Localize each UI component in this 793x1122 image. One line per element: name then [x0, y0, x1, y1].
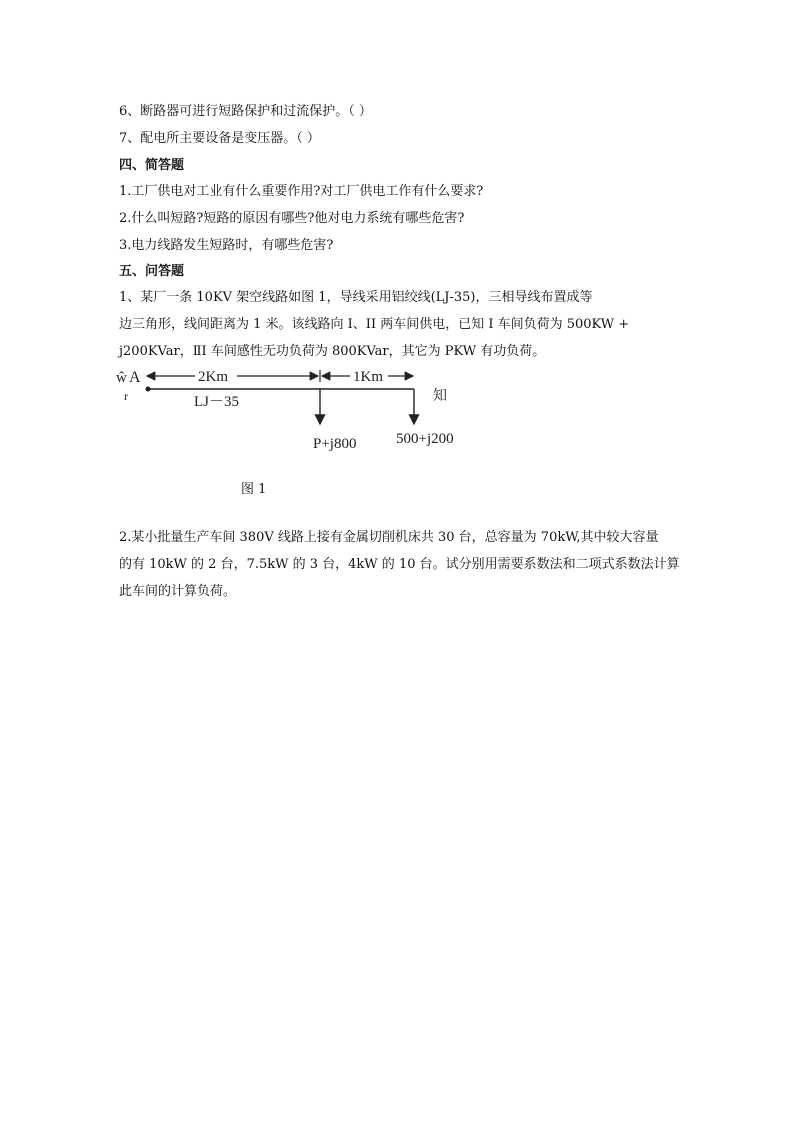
essay-q1-line-2: 边三角形，线间距离为 1 米。该线路向 I、II 两车间供电，已知 I 车间负荷为 500KW +	[119, 317, 630, 332]
judgement-item-6: 6、断路器可进行短路保护和过流保护。（ ）	[119, 104, 372, 119]
stray-glyph-right: 知	[433, 389, 447, 404]
stray-glyph-left: ŵ	[116, 370, 127, 386]
stray-glyph-left-2: r	[124, 389, 128, 403]
short-answer-q1: 1.工厂供电对工业有什么重要作用?对工厂供电工作有什么要求?	[119, 184, 484, 199]
section-4-heading: 四、简答题	[119, 158, 185, 173]
section-5-heading: 五、问答题	[119, 264, 185, 279]
segment-2km-label: 2Km	[198, 369, 228, 385]
essay-q2-line-1: 2.某小批量生产车间 380V 线路上接有金属切削机床共 30 台，总容量为 70kW,其中较大容量	[119, 530, 659, 545]
short-answer-q3: 3.电力线路发生短路时，有哪些危害?	[119, 238, 334, 253]
load-2-label: 500+j200	[396, 431, 454, 447]
conductor-label: LJ－35	[194, 394, 240, 410]
load-1-label: P+j800	[313, 436, 357, 452]
segment-1km-label: 1Km	[353, 369, 383, 385]
figure-caption: 图 1	[241, 482, 267, 497]
judgement-item-7: 7、配电所主要设备是变压器。（ ）	[119, 131, 320, 146]
essay-q1-line-3: j200KVar，ⅡI 车间感性无功负荷为 800KVar，其它为 PKW 有功负荷。	[119, 344, 546, 359]
essay-q1-line-1: 1、某厂一条 10KV 架空线路如图 1，导线采用铝绞线(LJ-35)，三相导线布置成等	[119, 290, 593, 305]
short-answer-q2: 2.什么叫短路?短路的原因有哪些?他对电力系统有哪些危害?	[119, 211, 465, 226]
node-a-label: A	[129, 369, 141, 386]
circuit-diagram	[110, 362, 480, 462]
essay-q2-line-3: 此车间的计算负荷。	[119, 584, 237, 599]
essay-q2-line-2: 的有 10kW 的 2 台，7.5kW 的 3 台，4kW 的 10 台。试分别用需要系数法和二项式系数法计算	[119, 557, 680, 572]
